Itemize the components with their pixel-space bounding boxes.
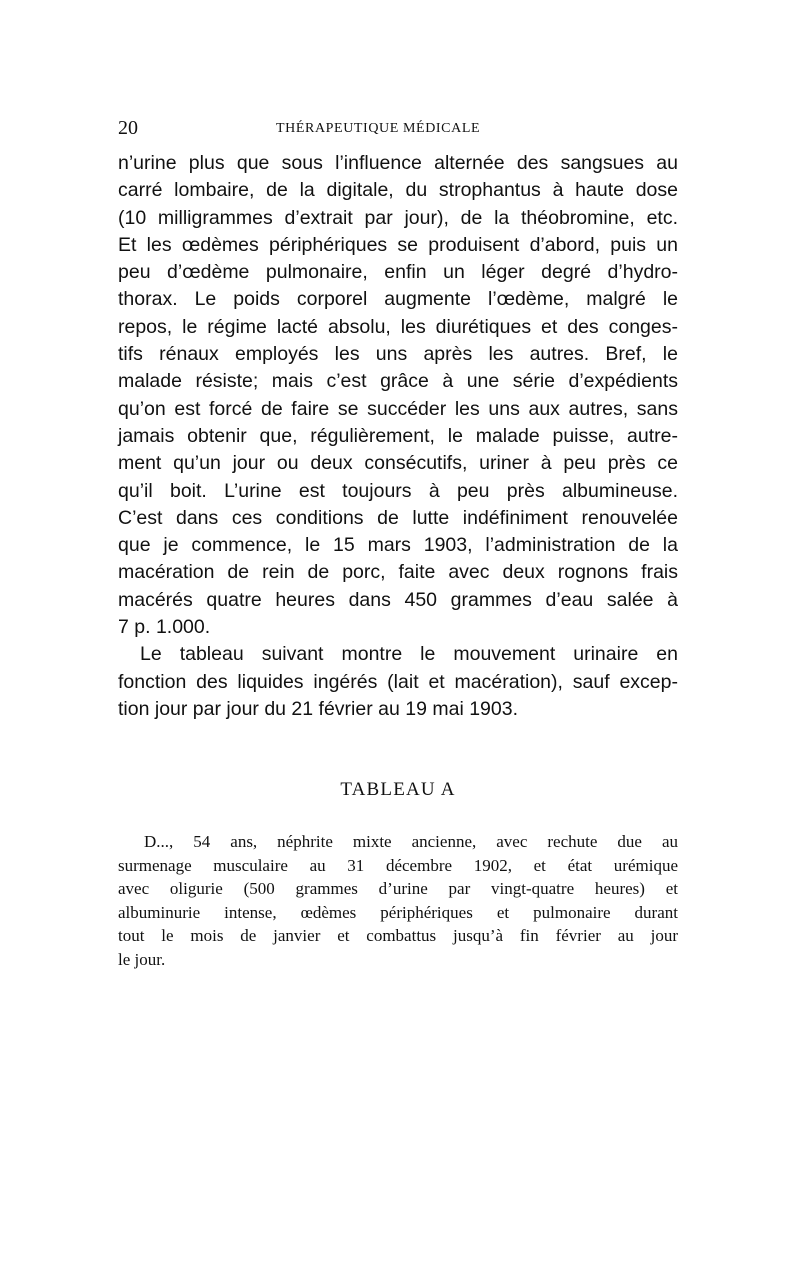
case-line: avec oligurie (500 grammes d’urine par vingt-quatre heures) et <box>118 879 678 899</box>
page-number: 20 <box>118 117 138 139</box>
case-line: tout le mois de janvier et combattus jusqu’à fin février au jour <box>118 926 678 946</box>
running-head <box>118 117 678 141</box>
text-line: malade résiste; mais c’est grâce à une série d’expédients <box>118 370 678 393</box>
text-line: carré lombaire, de la digitale, du strophantus à haute dose <box>118 179 678 202</box>
body-text <box>118 150 678 723</box>
section-title: TABLEAU A <box>340 779 456 800</box>
text-line: Et les œdèmes périphériques se produisent d’abord, puis un <box>118 233 678 256</box>
case-line: le jour. <box>118 949 166 969</box>
case-line: D..., 54 ans, néphrite mixte ancienne, avec rechute due au <box>144 832 678 851</box>
text-line: repos, le régime lacté absolu, les diurétiques et des conges- <box>118 315 678 338</box>
text-line: ment qu’un jour ou deux consécutifs, uriner à peu près ce <box>118 452 678 475</box>
running-title: THÉRAPEUTIQUE MÉDICALE <box>276 121 481 136</box>
case-line: surmenage musculaire au 31 décembre 1902, et état urémique <box>118 855 678 875</box>
text-line: qu’il boit. L’urine est toujours à peu près albumineuse. <box>118 479 678 502</box>
text-line: (10 milligrammes d’extrait par jour), de la théobromine, etc. <box>118 206 678 229</box>
text-line: macérés quatre heures dans 450 grammes d’eau salée à <box>118 588 678 611</box>
case-description <box>118 830 678 972</box>
case-line: albuminurie intense, œdèmes périphériques et pulmonaire durant <box>118 902 678 922</box>
text-line: tion jour par jour du 21 février au 19 mai 1903. <box>118 697 518 720</box>
text-line: Le tableau suivant montre le mouvement urinaire en <box>140 643 678 666</box>
text-line: thorax. Le poids corporel augmente l’œdème, malgré le <box>118 288 678 311</box>
text-line: peu d’œdème pulmonaire, enfin un léger degré d’hydro- <box>118 261 678 284</box>
text-line: que je commence, le 15 mars 1903, l’administration de la <box>118 534 678 557</box>
text-line: macération de rein de porc, faite avec deux rognons frais <box>118 561 678 584</box>
text-line: jamais obtenir que, régulièrement, le malade puisse, autre- <box>118 424 678 447</box>
text-line: 7 p. 1.000. <box>118 616 211 639</box>
text-line: C’est dans ces conditions de lutte indéfiniment renouvelée <box>118 506 678 529</box>
text-line: tifs rénaux employés les uns après les autres. Bref, le <box>118 343 678 366</box>
text-line: n’urine plus que sous l’influence alternée des sangsues au <box>118 152 678 174</box>
text-line: qu’on est forcé de faire se succéder les uns aux autres, sans <box>118 397 678 420</box>
text-line: fonction des liquides ingérés (lait et macération), sauf excep- <box>118 670 678 693</box>
